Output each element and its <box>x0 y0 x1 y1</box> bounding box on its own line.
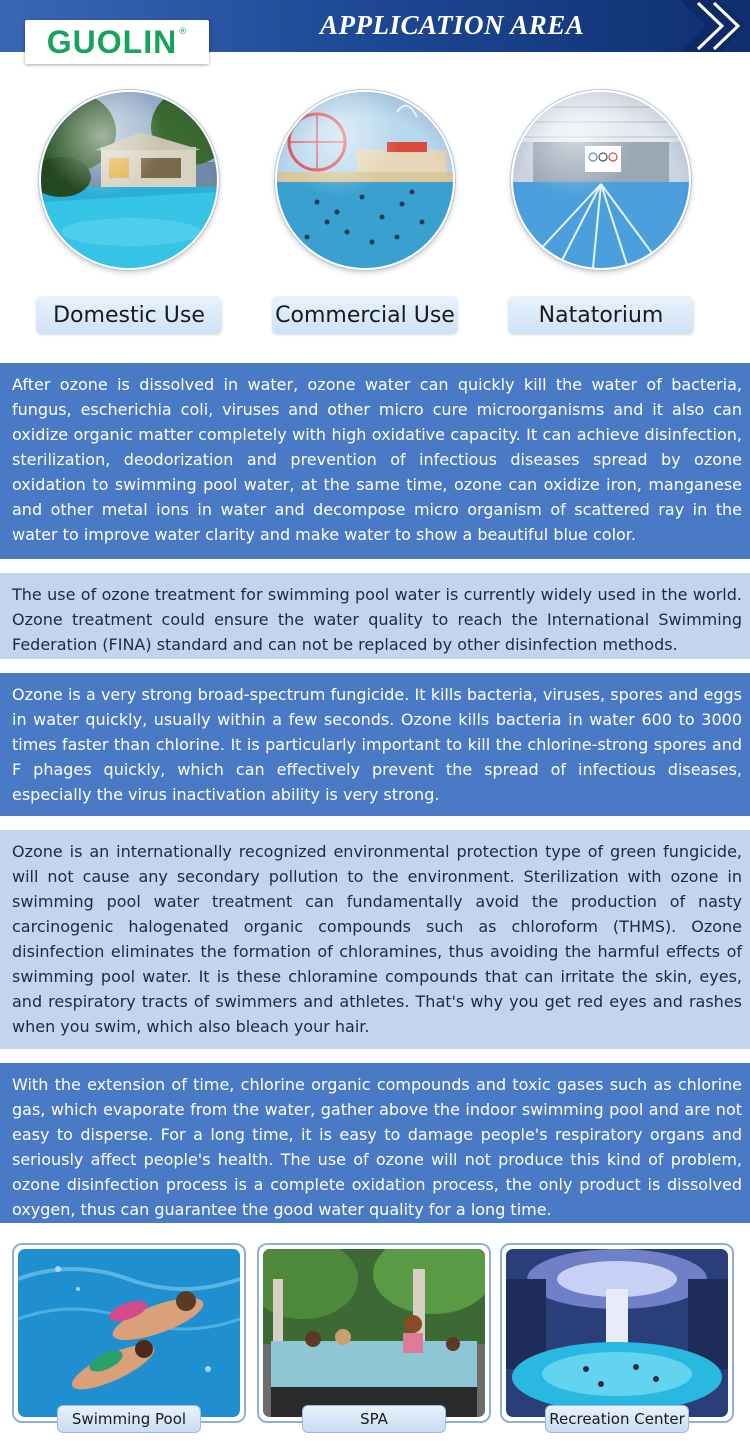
company-logo <box>25 20 209 64</box>
application-commercial <box>272 90 458 338</box>
paragraph-fina-standard: The use of ozone treatment for swimming pool water is currently widely used in the world. Ozone treatment could ensure the water quality to reach the International Swimming Federation (FINA) standard and can not be replaced by other disinfection methods. <box>0 573 750 659</box>
registered-mark-icon: ® <box>178 27 188 37</box>
application-natatorium <box>508 90 694 338</box>
paragraph-ozone-water: After ozone is dissolved in water, ozone water can quickly kill the water of bacteria, fungus, escherichia coli, viruses and other micro cure microorganisms and it also can oxidize organic matter completely with high oxidative capacity. It can achieve disinfection, sterilization, deodorization and prevention of infectious diseases spread by ozone oxidation to swimming pool water, at the same time, ozone can oxidize iron, manganese and other metal ions in water and decompose micro organism of scattered ray in the water to improve water clarity and make water to show a beautiful blue color. <box>0 363 750 559</box>
photo-label: Swimming Pool <box>57 1405 201 1433</box>
photo-card-swimming-pool <box>12 1243 246 1435</box>
logo-text: GUOLIN <box>46 23 178 60</box>
photo-label: Recreation Center <box>545 1405 689 1433</box>
photo-card-spa <box>257 1243 491 1435</box>
paragraph-fungicide: Ozone is a very strong broad-spectrum fungicide. It kills bacteria, viruses, spores and eggs in water quickly, usually within a few seconds. Ozone kills bacteria in water 600 to 3000 times faster than chlorine. It is particularly important to kill the chlorine-strong spores and F phages quickly, which can effectively prevent the spread of infectious diseases, especially the virus inactivation ability is very strong. <box>0 673 750 816</box>
spa-image <box>263 1249 485 1417</box>
recreation-center-image <box>506 1249 728 1417</box>
commercial-waterpark-image <box>275 90 455 270</box>
application-domestic <box>36 90 222 338</box>
page-title: APPLICATION AREA <box>320 10 585 40</box>
photo-card-recreation-center <box>500 1243 734 1435</box>
paragraph-chlorine-gas: With the extension of time, chlorine organic compounds and toxic gases such as chlorine gas, which evaporate from the water, gather above the indoor swimming pool and are not easy to disperse. For a long time, it is easy to damage people's respiratory organs and seriously affect people's health. The use of ozone will not produce this kind of problem, ozone disinfection process is a complete oxidation process, the only product is dissolved oxygen, thus can guarantee the good water quality for a long time. <box>0 1063 750 1223</box>
photo-label: SPA <box>302 1405 446 1433</box>
paragraph-environmental: Ozone is an internationally recognized environmental protection type of green fungicide, will not cause any secondary pollution to the environment. Sterilization with ozone in swimming pool water treatment can fundamentally avoid the production of nasty carcinogenic halogenated organic compounds such as chloroform (THMS). Ozone disinfection eliminates the formation of chloramines, thus avoiding the harmful effects of swimming pool water. It is these chloramine compounds that can irritate the skin, eyes, and respiratory tracts of swimmers and athletes. That's why you get red eyes and rashes when you swim, which also bleach your hair. <box>0 830 750 1049</box>
chevron-right-icon <box>680 0 750 52</box>
application-label: Commercial Use <box>272 296 458 334</box>
domestic-pool-image <box>39 90 219 270</box>
natatorium-image <box>511 90 691 270</box>
swimming-pool-image <box>18 1249 240 1417</box>
page-header <box>0 0 750 58</box>
description-section <box>0 363 750 1237</box>
application-label: Domestic Use <box>36 296 222 334</box>
application-label: Natatorium <box>508 296 694 334</box>
